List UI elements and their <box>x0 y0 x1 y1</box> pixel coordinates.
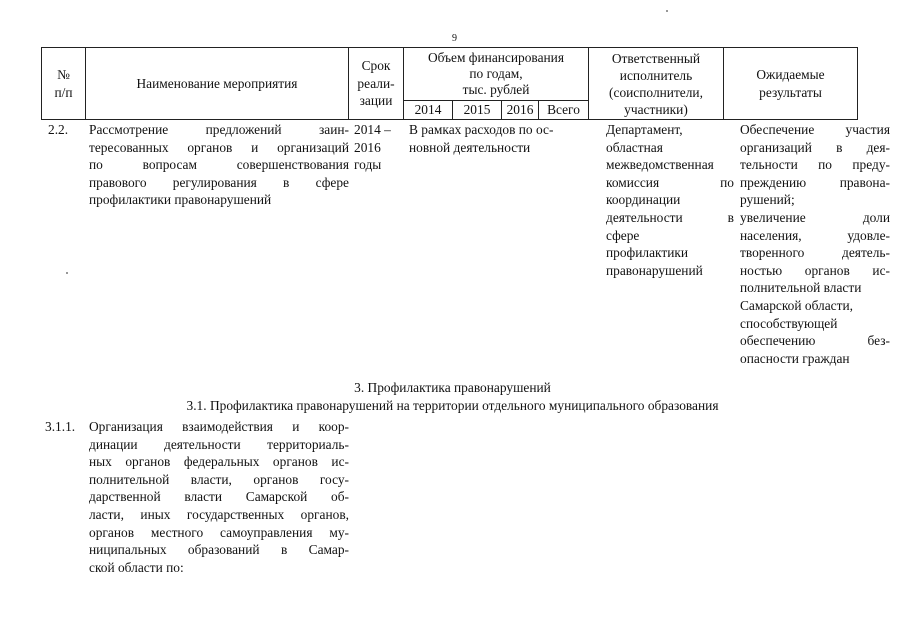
section-title: 3. Профилактика правонарушений <box>354 380 551 395</box>
text-line: ных органов федеральных органов ис- <box>89 454 349 470</box>
text-line: по вопросам совершенствования <box>89 157 349 173</box>
text-line: организаций в дея- <box>740 139 890 155</box>
section-subtitle: 3.1. Профилактика правонарушений на территории отдельного муниципального образования <box>186 398 719 413</box>
text-line: координации <box>606 192 681 208</box>
scan-speck <box>66 272 68 274</box>
text-line: Рассмотрение предложений заин- <box>89 122 349 137</box>
header-num: № п/п <box>42 48 86 120</box>
page-number: 9 <box>452 33 457 44</box>
row-2-2-executor <box>606 121 734 279</box>
header-term: Срок реали- зации <box>349 48 404 120</box>
header-funding: Объем финансирования по годам, тыс. рублей <box>404 48 589 101</box>
text-line: творенного деятель- <box>740 245 890 261</box>
text-line: тельности по преду- <box>740 157 890 173</box>
header-year-2016: 2016 <box>502 101 539 120</box>
header-year-2014: 2014 <box>404 101 453 120</box>
text-line: сфере <box>606 227 640 243</box>
text-line: рушений; <box>740 192 795 208</box>
text-line: полнительной власти, органов госу- <box>89 471 349 487</box>
text-line: профилактики <box>606 245 689 261</box>
row-3-1-1-number: 3.1.1. <box>45 419 76 434</box>
text-line: комиссия по <box>606 174 734 190</box>
text-line: тересованных органов и организаций <box>89 139 349 155</box>
text-line: дарственной власти Самарской об- <box>89 489 349 505</box>
text-line: ской области по: <box>89 559 184 575</box>
text-line: 2016 <box>354 139 381 155</box>
header-name: Наименование мероприятия <box>86 48 349 120</box>
text-line: межведомственная <box>606 157 714 173</box>
row-2-2-term <box>354 121 406 174</box>
text-line: 2014 – <box>354 122 391 137</box>
text-line: ностью органов ис- <box>740 262 890 278</box>
text-line: Департамент, <box>606 122 683 137</box>
row-2-2-name <box>89 121 349 209</box>
text-line: полнительной власти <box>740 280 862 296</box>
scan-speck <box>666 10 668 12</box>
text-line: ласти, иных государственных органов, <box>89 506 349 522</box>
text-line: областная <box>606 139 663 155</box>
text-line: ниципальных образований в Самар- <box>89 542 349 558</box>
text-line: В рамках расходов по ос- <box>409 122 554 137</box>
text-line: правонарушений <box>606 262 703 278</box>
row-3-1-1-name <box>89 418 349 576</box>
row-2-2-results <box>740 121 890 367</box>
text-line: опасности граждан <box>740 350 850 366</box>
text-line: Самарской области, <box>740 297 853 313</box>
text-line: органов местного самоуправления му- <box>89 524 349 540</box>
text-line: способствующей <box>740 315 838 331</box>
text-line: Обеспечение участия <box>740 122 890 137</box>
text-line: новной деятельности <box>409 139 531 155</box>
text-line: увеличение доли <box>740 209 890 225</box>
header-year-2015: 2015 <box>453 101 502 120</box>
text-line: годы <box>354 157 382 173</box>
text-line: Организация взаимодействия и коор- <box>89 419 349 434</box>
text-line: населения, удовле- <box>740 227 890 243</box>
text-line: правового регулирования в сфере <box>89 174 349 190</box>
text-line: деятельности в <box>606 209 734 225</box>
text-line: профилактики правонарушений <box>89 192 272 208</box>
row-2-2-number: 2.2. <box>48 122 69 137</box>
text-line: динации деятельности территориаль- <box>89 436 349 452</box>
header-results: Ожидаемые результаты <box>724 48 858 120</box>
row-2-2-funding <box>409 121 592 156</box>
header-total: Всего <box>539 101 589 120</box>
header-executor: Ответственный исполнитель (соисполнители, участники) <box>589 48 724 120</box>
table-header <box>41 47 858 120</box>
text-line: преждению правона- <box>740 174 890 190</box>
text-line: обеспечению без- <box>740 333 890 349</box>
